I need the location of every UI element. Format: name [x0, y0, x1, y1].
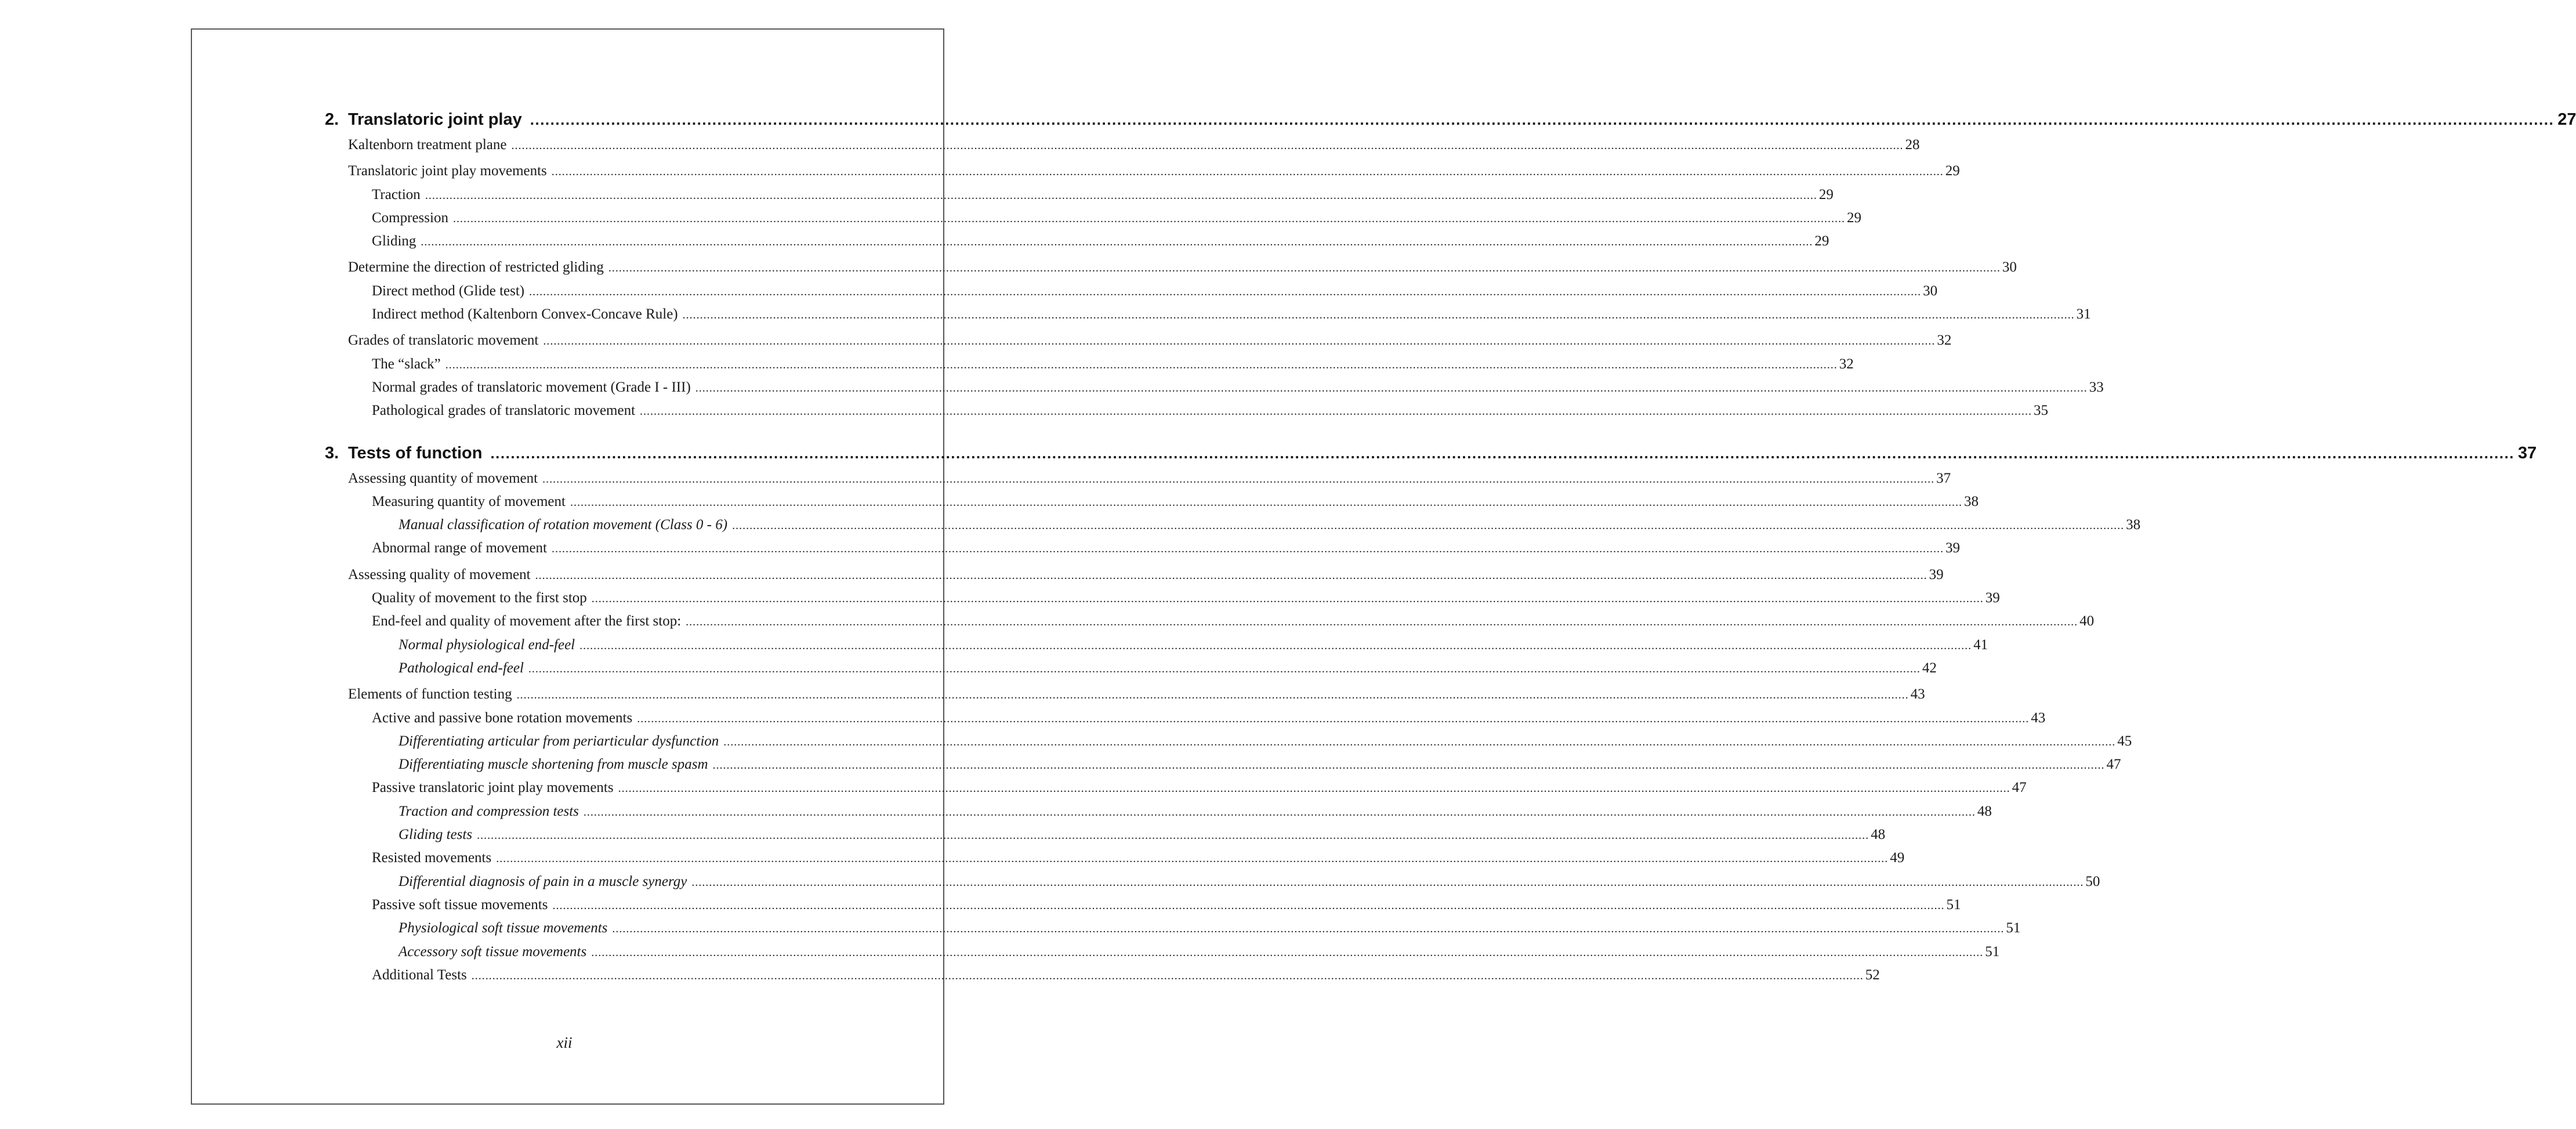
- page-number: xii: [556, 1034, 573, 1051]
- toc-entry-level-3: [325, 920, 2021, 943]
- toc-entry-page-number: 43: [2031, 710, 2046, 726]
- dot-leader: ................................................................................................................................................................................................................................................................................................................................................................................................................: [695, 381, 2088, 395]
- toc-entry-level-2: [325, 403, 2049, 426]
- dot-leader: ................................................................................................................................................................................................................................................................................................................................................................................................................: [452, 212, 1845, 225]
- dot-leader: ................................................................................................................................................................................................................................................................................................................................................................................................................: [583, 805, 1976, 819]
- toc-entry-level-1: [325, 137, 1920, 160]
- toc-entry-page-number: 48: [1977, 803, 1992, 819]
- dot-leader: ................................................................................................................................................................................................................................................................................................................................................................................................................: [511, 139, 1904, 152]
- toc-entry-level-3: [325, 733, 2132, 757]
- dot-leader: ................................................................................................................................................................................................................................................................................................................................................................................................................: [591, 592, 1984, 606]
- toc-entry-level-2: [325, 613, 2095, 636]
- dot-leader: ................................................................................................................................................................................................................................................................................................................................................................................................................: [471, 969, 1864, 982]
- chapter-title: Translatoric joint play: [348, 110, 522, 129]
- toc-entry-page-number: 29: [1814, 233, 1829, 249]
- toc-entry-level-2: [325, 283, 1938, 306]
- toc-entry-level-2: [325, 356, 1854, 379]
- dot-leader: ................................................................................................................................................................................................................................................................................................................................................................................................................: [535, 569, 1928, 582]
- dot-leader: ................................................................................................................................................................................................................................................................................................................................................................................................................: [612, 922, 2005, 936]
- toc-entry-level-1: [325, 332, 1952, 356]
- toc-entry-label: Kaltenborn treatment plane: [348, 137, 507, 153]
- toc-entry-level-2: [325, 493, 1979, 517]
- toc-entry-page-number: 30: [2002, 259, 2017, 276]
- toc-entry-label: Assessing quality of movement: [348, 566, 531, 582]
- dot-leader: ................................................................................................................................................................................................................................................................................................................................................................................................................: [551, 165, 1944, 179]
- toc-entry-level-2: [325, 540, 1960, 563]
- toc-entry-page-number: 51: [2006, 920, 2021, 936]
- toc-entry-page-number: 45: [2117, 733, 2132, 749]
- toc-entry-label: Accessory soft tissue movements: [398, 943, 587, 960]
- toc-entry-level-2: [325, 379, 2104, 403]
- toc-entry-level-2: [325, 780, 2027, 803]
- toc-entry-label: Gliding tests: [398, 827, 473, 843]
- toc-entry-label: Abnormal range of movement: [372, 540, 547, 556]
- dot-leader: ................................................................................................................................................................................................................................................................................................................................................................................................................: [552, 542, 1944, 556]
- toc-entry-page-number: 40: [2079, 613, 2095, 629]
- toc-entry-page-number: 39: [1929, 566, 1944, 582]
- toc-entry-level-3: [325, 803, 1992, 827]
- toc-entry-page-number: 39: [1945, 540, 1960, 556]
- toc-entry-page-number: 28: [1905, 137, 1920, 153]
- dot-leader: ................................................................................................................................................................................................................................................................................................................................................................................................................: [570, 495, 1962, 509]
- toc-entry-label: Resisted movements: [372, 850, 492, 866]
- toc-entry-level-1: [325, 259, 2017, 283]
- toc-entry-page-number: 41: [1973, 636, 1988, 653]
- toc-entry-page-number: 38: [1963, 493, 1979, 509]
- dot-leader: ................................................................................................................................................................................................................................................................................................................................................................................................................: [530, 111, 2555, 128]
- dot-leader: ................................................................................................................................................................................................................................................................................................................................................................................................................: [529, 285, 1922, 298]
- toc-entry-label: Passive translatoric joint play movements: [372, 780, 614, 796]
- toc-entry-page-number: 33: [2089, 379, 2104, 395]
- toc-entry-label: Gliding: [372, 233, 416, 249]
- dot-leader: ................................................................................................................................................................................................................................................................................................................................................................................................................: [528, 662, 1921, 675]
- toc-entry-label: Differentiating articular from periarticular dysfunction: [398, 733, 719, 749]
- toc-entry-level-1: [325, 470, 1951, 494]
- toc-entry-label: Normal grades of translatoric movement (Grade I - III): [372, 379, 691, 395]
- toc-entry-page-number: 42: [1922, 660, 1937, 676]
- table-of-contents: [325, 110, 2576, 990]
- dot-leader: ................................................................................................................................................................................................................................................................................................................................................................................................................: [490, 444, 2515, 462]
- toc-entry-level-1: [325, 686, 1925, 710]
- toc-entry-label: The “slack”: [372, 356, 441, 372]
- dot-leader: ................................................................................................................................................................................................................................................................................................................................................................................................................: [682, 309, 2075, 322]
- toc-entry-page-number: 50: [2085, 873, 2100, 889]
- chapter-number: 2.: [325, 110, 339, 129]
- dot-leader: ................................................................................................................................................................................................................................................................................................................................................................................................................: [591, 946, 1984, 959]
- toc-entry-page-number: 29: [1818, 186, 1834, 202]
- toc-entry-label: Quality of movement to the first stop: [372, 590, 587, 606]
- toc-entry-level-2: [325, 186, 1834, 210]
- toc-entry-level-2: [325, 710, 2046, 733]
- toc-entry-label: Physiological soft tissue movements: [398, 920, 608, 936]
- toc-entry-page-number: 35: [2034, 403, 2049, 419]
- toc-entry-page-number: 30: [1923, 283, 1938, 299]
- toc-entry-label: Traction and compression tests: [398, 803, 579, 819]
- dot-leader: ................................................................................................................................................................................................................................................................................................................................................................................................................: [732, 519, 2125, 533]
- toc-entry-level-2: [325, 233, 1829, 256]
- toc-entry-label: Determine the direction of restricted gliding: [348, 259, 604, 276]
- toc-entry-page-number: 47: [2012, 780, 2027, 796]
- dot-leader: ................................................................................................................................................................................................................................................................................................................................................................................................................: [608, 262, 2001, 275]
- toc-entry-page-number: 29: [1945, 163, 1960, 179]
- toc-entry-label: Normal physiological end-feel: [398, 636, 575, 653]
- toc-entry-page-number: 52: [1865, 967, 1880, 983]
- toc-entry-label: Passive soft tissue movements: [372, 896, 548, 913]
- chapter-heading: [325, 443, 2537, 471]
- toc-entry-page-number: 51: [1946, 896, 1961, 913]
- dot-leader: ................................................................................................................................................................................................................................................................................................................................................................................................................: [691, 875, 2084, 889]
- toc-entry-label: Manual classification of rotation movement (Class 0 - 6): [398, 517, 728, 533]
- toc-entry-label: Grades of translatoric movement: [348, 332, 539, 349]
- toc-entry-level-3: [325, 873, 2100, 897]
- chapter-page-number: 37: [2517, 443, 2537, 462]
- dot-leader: ................................................................................................................................................................................................................................................................................................................................................................................................................: [637, 712, 2030, 725]
- dot-leader: ................................................................................................................................................................................................................................................................................................................................................................................................................: [445, 358, 1838, 371]
- toc-entry-page-number: 39: [1985, 590, 2000, 606]
- toc-entry-page-number: 38: [2126, 517, 2141, 533]
- toc-entry-label: Assessing quantity of movement: [348, 470, 538, 486]
- toc-entry-label: Translatoric joint play movements: [348, 163, 547, 179]
- toc-entry-label: Differentiating muscle shortening from muscle spasm: [398, 757, 708, 773]
- toc-entry-page-number: 49: [1890, 850, 1905, 866]
- toc-entry-label: Pathological end-feel: [398, 660, 524, 676]
- toc-entry-page-number: 31: [2076, 306, 2091, 323]
- toc-entry-page-number: 29: [1846, 209, 1861, 226]
- dot-leader: ................................................................................................................................................................................................................................................................................................................................................................................................................: [425, 189, 1817, 202]
- toc-entry-label: Pathological grades of translatoric movement: [372, 403, 636, 419]
- toc-entry-level-3: [325, 660, 1937, 683]
- toc-entry-level-1: [325, 566, 1944, 590]
- toc-entry-level-2: [325, 590, 2000, 613]
- dot-leader: ................................................................................................................................................................................................................................................................................................................................................................................................................: [712, 759, 2105, 772]
- dot-leader: ................................................................................................................................................................................................................................................................................................................................................................................................................: [723, 735, 2116, 748]
- toc-entry-level-2: [325, 209, 1861, 233]
- toc-entry-level-2: [325, 306, 2091, 330]
- toc-entry-level-3: [325, 943, 2000, 967]
- dot-leader: ................................................................................................................................................................................................................................................................................................................................................................................................................: [516, 689, 1909, 702]
- dot-leader: ................................................................................................................................................................................................................................................................................................................................................................................................................: [686, 616, 2078, 629]
- toc-entry-level-2: [325, 896, 1961, 920]
- toc-entry-level-3: [325, 636, 1988, 660]
- toc-entry-label: Differential diagnosis of pain in a muscle synergy: [398, 873, 687, 889]
- dot-leader: ................................................................................................................................................................................................................................................................................................................................................................................................................: [477, 829, 1869, 842]
- dot-leader: ................................................................................................................................................................................................................................................................................................................................................................................................................: [542, 472, 1935, 486]
- toc-entry-label: Active and passive bone rotation movements: [372, 710, 633, 726]
- chapter-number: 3.: [325, 443, 339, 462]
- toc-entry-page-number: 48: [1871, 827, 1886, 843]
- toc-entry-label: Indirect method (Kaltenborn Convex-Concave Rule): [372, 306, 678, 323]
- toc-entry-label: Measuring quantity of movement: [372, 493, 566, 509]
- toc-entry-label: Additional Tests: [372, 967, 467, 983]
- dot-leader: ................................................................................................................................................................................................................................................................................................................................................................................................................: [640, 405, 2032, 418]
- toc-entry-page-number: 37: [1936, 470, 1951, 486]
- toc-entry-page-number: 32: [1937, 332, 1952, 349]
- chapter-heading: [325, 110, 2576, 137]
- dot-leader: ................................................................................................................................................................................................................................................................................................................................................................................................................: [543, 335, 1936, 348]
- dot-leader: ................................................................................................................................................................................................................................................................................................................................................................................................................: [552, 899, 1945, 912]
- toc-entry-label: Traction: [372, 186, 421, 202]
- toc-entry-label: Direct method (Glide test): [372, 283, 525, 299]
- toc-entry-page-number: 43: [1910, 686, 1925, 703]
- dot-leader: ................................................................................................................................................................................................................................................................................................................................................................................................................: [618, 782, 2010, 795]
- toc-entry-level-1: [325, 163, 1960, 186]
- dot-leader: ................................................................................................................................................................................................................................................................................................................................................................................................................: [579, 639, 1972, 652]
- toc-entry-level-3: [325, 827, 1886, 850]
- toc-entry-level-3: [325, 757, 2121, 780]
- toc-entry-level-3: [325, 517, 2141, 540]
- dot-leader: ................................................................................................................................................................................................................................................................................................................................................................................................................: [421, 236, 1813, 249]
- toc-entry-page-number: 51: [1985, 943, 2000, 960]
- chapter-page-number: 27: [2557, 110, 2576, 129]
- toc-entry-level-2: [325, 967, 1880, 990]
- dot-leader: ................................................................................................................................................................................................................................................................................................................................................................................................................: [496, 852, 1889, 866]
- toc-entry-level-2: [325, 850, 1905, 873]
- toc-entry-page-number: 32: [1839, 356, 1854, 372]
- chapter-title: Tests of function: [348, 443, 483, 462]
- toc-entry-label: Elements of function testing: [348, 686, 512, 703]
- toc-entry-label: End-feel and quality of movement after the first stop:: [372, 613, 682, 629]
- toc-entry-page-number: 47: [2106, 757, 2121, 773]
- toc-entry-label: Compression: [372, 209, 448, 226]
